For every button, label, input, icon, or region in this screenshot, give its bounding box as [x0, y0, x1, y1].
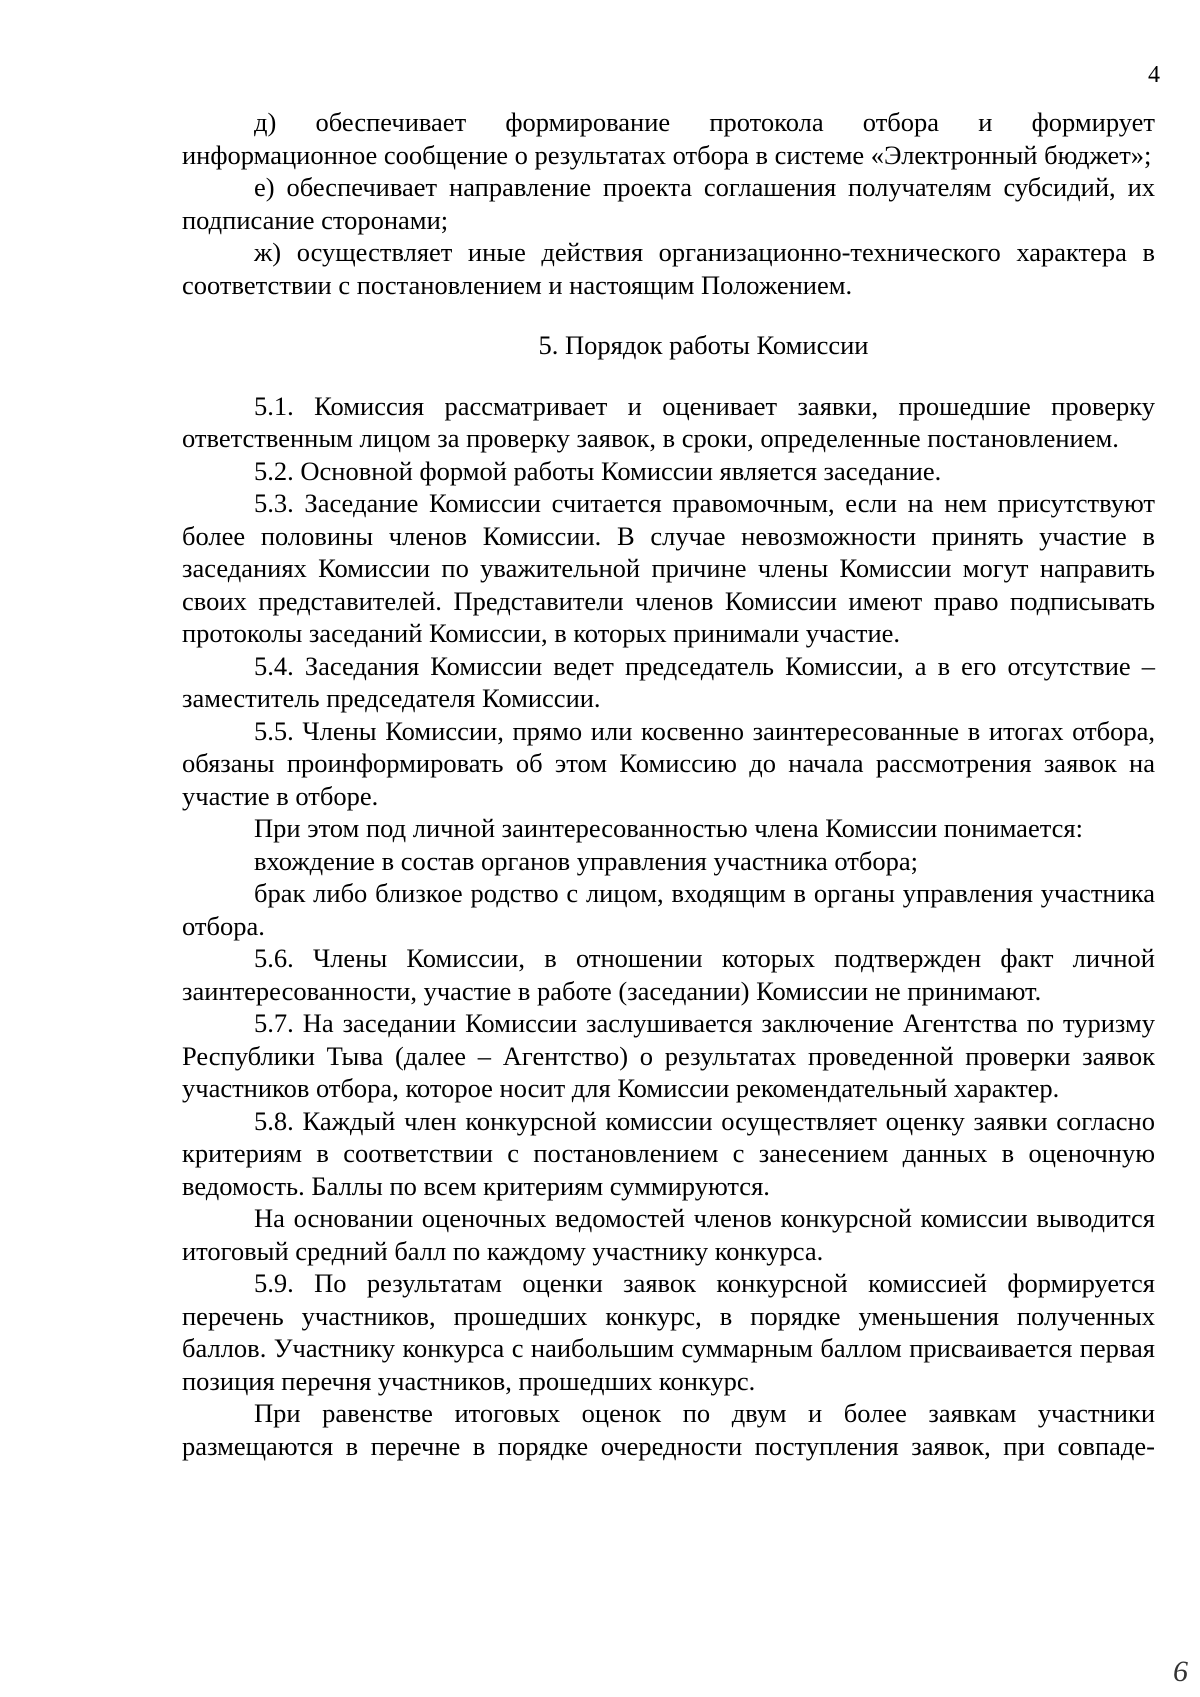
paragraph-5-2: 5.2. Основной формой работы Комиссии является заседание.	[254, 455, 942, 486]
paragraph-interest-item-1: вхождение в состав органов управления участника отбора;	[254, 845, 918, 876]
paragraph-tie-rule: При равенстве итоговых оценок по двум и более заявкам участники размещаются в перечне в порядке очередности поступления заявок, при совпаде-	[182, 1398, 1155, 1461]
paragraph-zh: ж) осуществляет иные действия организационно-технического характера в соответствии с постановлением и настоящим Положением.	[182, 237, 1155, 300]
paragraph-5-1: 5.1. Комиссия рассматривает и оценивает заявки, прошедшие проверку ответственным лицом за проверку заявок, в сроки, определенные постановлением.	[182, 390, 1155, 453]
paragraph-e: е) обеспечивает направление проекта соглашения получателям субсидий, их подписание сторонами;	[182, 172, 1155, 235]
paragraph-interest-definition: При этом под личной заинтересованностью члена Комиссии понимается:	[254, 813, 1083, 843]
body-text	[182, 106, 1155, 1462]
page-number: 4	[1148, 62, 1160, 88]
paragraph-5-7: 5.7. На заседании Комиссии заслушивается заключение Агентства по туризму Республики Тыва (далее – Агентство) о результатах проведенной проверки заявок участников отбора, которое носит для Комиссии рекомендательный характер.	[182, 1008, 1155, 1103]
section-heading: 5. Порядок работы Комиссии	[538, 330, 869, 360]
paragraph-5-3: 5.3. Заседание Комиссии считается правомочным, если на нем присутствуют более половины членов Комиссии. В случае невозможности принять участие в заседаниях Комиссии по уважительной причине члены Комиссии могут направить своих представителей. Представители членов Комиссии имеют право подписывать протоколы заседаний Комиссии, в которых принимали участие.	[182, 488, 1155, 648]
paragraph-5-5: 5.5. Члены Комиссии, прямо или косвенно заинтересованные в итогах отбора, обязаны проинформировать об этом Комиссию до начала рассмотрения заявок на участие в отборе.	[182, 715, 1155, 811]
paragraph-d: д) обеспечивает формирование протокола отбора и формирует информационное сообщение о результатах отбора в системе «Электронный бюджет»;	[182, 107, 1155, 170]
corner-mark: 6	[1173, 1655, 1188, 1688]
paragraph-average-score: На основании оценочных ведомостей членов конкурсной комиссии выводится итоговый средний балл по каждому участнику конкурса.	[182, 1203, 1155, 1266]
paragraph-5-8: 5.8. Каждый член конкурсной комиссии осуществляет оценку заявки согласно критериям в соответствии с постановлением с занесением данных в оценочную ведомость. Баллы по всем критериям суммируются.	[182, 1105, 1155, 1201]
paragraph-interest-item-2: брак либо близкое родство с лицом, входящим в органы управления участника отбора.	[182, 878, 1155, 941]
paragraph-5-6: 5.6. Члены Комиссии, в отношении которых подтвержден факт личной заинтересованности, участие в работе (заседании) Комиссии не принимают.	[182, 943, 1155, 1006]
paragraph-5-9: 5.9. По результатам оценки заявок конкурсной комиссией формируется перечень участников, прошедших конкурс, в порядке уменьшения полученных баллов. Участнику конкурса с наибольшим суммарным баллом присваивается первая позиция перечня участников, прошедших конкурс.	[182, 1268, 1155, 1396]
paragraph-5-4: 5.4. Заседания Комиссии ведет председатель Комиссии, а в его отсутствие – заместитель председателя Комиссии.	[182, 650, 1155, 713]
